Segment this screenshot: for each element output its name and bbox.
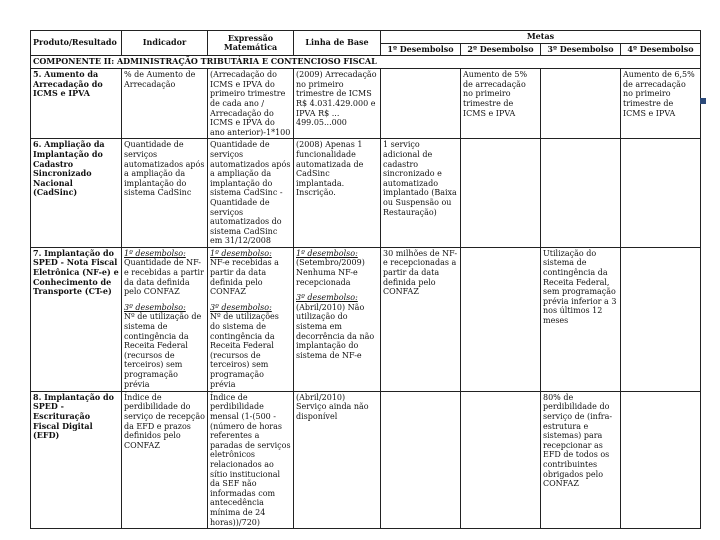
cell-indicador: Quantidade de serviços automatizados após a ampliação da implantação do sistema CadSinc — [122, 139, 208, 248]
expressao-label-1: 1º desembolso: — [210, 248, 272, 258]
table-row — [31, 391, 701, 528]
cell-linha-base: (2009) Arrecadação no primeiro trimestre de ICMS R$ 4.031.429.000 e IPVA R$ ... 499.05...000 — [294, 69, 381, 139]
header-metas: Metas — [381, 31, 701, 44]
cell-produto: 7. Implantação do SPED - Nota Fiscal Eletrônica (NF-e) e Conhecimento de Transporte (CT-e) — [31, 247, 122, 391]
cell-desembolso-4: Aumento de 6,5% de arrecadação no primeiro trimestre de ICMS e IPVA — [621, 69, 701, 139]
header-desembolso-4: 4º Desembolso — [621, 43, 701, 56]
cell-linha-base: (2008) Apenas 1 funcionalidade automatizada de CadSinc implantada. Inscrição. — [294, 139, 381, 248]
results-matrix-table — [30, 30, 701, 529]
cell-linha-base: (Abril/2010) Serviço ainda não disponível — [294, 391, 381, 528]
header-indicador: Indicador — [122, 31, 208, 56]
indicador-text-2: Nº de utilização de sistema de contingência da Receita Federal (recursos de terceiros) sem programação prévia — [124, 312, 202, 389]
header-produto: Produto/Resultado — [31, 31, 122, 56]
cell-produto: 5. Aumento da Arrecadação do ICMS e IPVA — [31, 69, 122, 139]
cell-expressao: (Arrecadação do ICMS e IPVA do primeiro trimestre de cada ano / Arrecadação do ICMS e IPVA do ano anterior)-1*100 — [208, 69, 294, 139]
linha-base-text-1: (Setembro/2009) Nenhuma NF-e recepcionada — [296, 258, 365, 287]
cell-produto: 8. Implantação do SPED - Escrituração Fiscal Digital (EFD) — [31, 391, 122, 528]
cell-desembolso-3 — [541, 139, 621, 248]
expressao-label-2: 3º desembolso: — [210, 302, 272, 312]
cell-linha-base — [294, 247, 381, 391]
component-heading: COMPONENTE II: ADMINISTRAÇÃO TRIBUTÁRIA E CONTENCIOSO FISCAL — [31, 56, 701, 69]
cell-desembolso-1: 30 milhões de NF-e recepcionadas a partir da data definida pelo CONFAZ — [381, 247, 461, 391]
cell-desembolso-2: Aumento de 5% de arrecadação no primeiro trimestre de ICMS e IPVA — [461, 69, 541, 139]
indicador-text-1: Quantidade de NF-e recebidas a partir da data definida pelo CONFAZ — [124, 258, 204, 297]
cell-indicador — [122, 247, 208, 391]
cell-desembolso-4 — [621, 139, 701, 248]
cell-desembolso-4 — [621, 391, 701, 528]
expressao-text-2: Nº de utilizações do sistema de contingência da Receita Federal (recursos de terceiros) sem programação prévia — [210, 312, 279, 389]
cell-desembolso-1 — [381, 69, 461, 139]
table-row — [31, 139, 701, 248]
cell-desembolso-2 — [461, 139, 541, 248]
header-linha-base: Linha de Base — [294, 31, 381, 56]
cell-desembolso-2 — [461, 391, 541, 528]
table-row — [31, 247, 701, 391]
cell-desembolso-1 — [381, 391, 461, 528]
table-row — [31, 69, 701, 139]
cell-desembolso-4 — [621, 247, 701, 391]
header-expressao: Expressão Matemática — [208, 31, 294, 56]
header-desembolso-3: 3º Desembolso — [541, 43, 621, 56]
linha-base-label-1: 1º desembolso: — [296, 248, 358, 258]
expressao-text-1: NF-e recebidas a partir da data definida pelo CONFAZ — [210, 258, 279, 297]
cell-indicador: % de Aumento de Arrecadação — [122, 69, 208, 139]
cell-expressao: Quantidade de serviços automatizados após a ampliação da implantação do sistema CadSinc - Quantidade de serviços automatizados do sistema CadSinc em 31/12/2008 — [208, 139, 294, 248]
indicador-label-2: 3º desembolso: — [124, 302, 186, 312]
cell-indicador: Índice de perdibilidade do serviço de recepção da EFD e prazos definidos pelo CONFAZ — [122, 391, 208, 528]
indicador-label-1: 1º desembolso: — [124, 248, 186, 258]
cell-desembolso-3: Utilização do sistema de contingência da Receita Federal, sem programação prévia inferior a 3 nos últimos 12 meses — [541, 247, 621, 391]
cell-desembolso-1: 1 serviço adicional de cadastro sincronizado e automatizado implantado (Baixa ou Suspensão ou Restauração) — [381, 139, 461, 248]
cell-desembolso-3: 80% de perdibilidade do serviço de (infra-estrutura e sistemas) para recepcionar as EFD de todos os contribuintes obrigados pelo CONFAZ — [541, 391, 621, 528]
header-desembolso-2: 2º Desembolso — [461, 43, 541, 56]
cell-expressao — [208, 247, 294, 391]
cell-expressao: Índice de perdibilidade mensal (1-(500 - (número de horas referentes a paradas de serviços eletrônicos relacionados ao sítio institucional da SEF não informadas com antecedência mínima de 24 horas))/720) — [208, 391, 294, 528]
cell-produto: 6. Ampliação da Implantação do Cadastro Sincronizado Nacional (CadSinc) — [31, 139, 122, 248]
header-desembolso-1: 1º Desembolso — [381, 43, 461, 56]
linha-base-text-2: (Abril/2010) Não utilização do sistema em decorrência da não implantação do sistema de NF-e — [296, 302, 375, 360]
cell-desembolso-3 — [541, 69, 621, 139]
square-bullet-icon — [700, 98, 706, 104]
cell-desembolso-2 — [461, 247, 541, 391]
linha-base-label-2: 3º desembolso: — [296, 293, 358, 303]
